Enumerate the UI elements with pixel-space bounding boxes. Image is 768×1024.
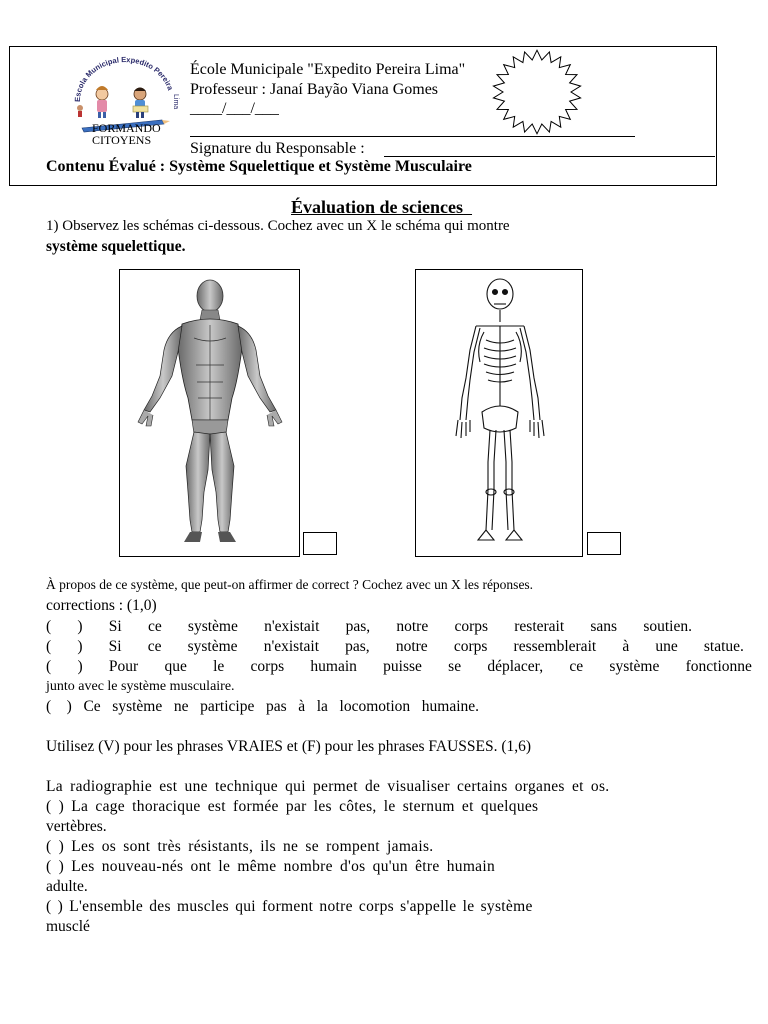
checkbox-skeleton[interactable] [587,532,621,555]
option-word: ressemblerait [513,638,597,655]
option-word: corps [454,618,489,635]
option-word: déplacer, [487,658,544,675]
q2-intro: À propos de ce système, que peut-on affirmer de correct ? Cochez avec un X les réponses. [46,577,534,592]
skeleton-figure [416,270,582,556]
option-word: se [448,658,462,675]
signature-field[interactable] [384,156,715,157]
option-word: ( [46,638,52,655]
checkbox-muscular[interactable] [303,532,337,555]
option-word: ce [569,658,584,675]
option-word: système [609,658,660,675]
option-word: ) [77,638,83,655]
logo-arc-text: Escola Municipal Expedito Pereira [72,55,176,103]
option-word: système [187,618,238,635]
option-word: le [213,658,225,675]
logo-motto-line1: FORMANDO [92,121,161,135]
option-word: humain [310,658,357,675]
q3-statement-intro: La radiographie est une technique qui permet de visualiser certains organes et os. [46,778,610,795]
q3-intro: Utilisez (V) pour les phrases VRAIES et (F) pour les phrases FAUSSES. (1,6) [46,738,532,755]
option-word: notre [396,618,429,635]
date-field[interactable]: ____/___/___ [190,100,279,117]
q2-option-3[interactable] [46,658,752,676]
logo-side-text: Lima [172,94,179,110]
q1-instruction: 1) Observez les schémas ci-dessous. Cochez avec un X le schéma qui montre [46,218,510,234]
option-word: que [164,658,187,675]
option-word: Si [108,618,122,635]
option-word: ce [147,638,162,655]
option-word: ) [77,618,83,635]
logo-motto-line2: CITOYENS [92,133,152,147]
option-word: ) [77,658,83,675]
option-word: ( [46,618,52,635]
q1-instruction-bold: système squelettique. [46,238,186,255]
q3-item-3-continuation: adulte. [46,878,88,895]
option-word: ( [46,658,52,675]
option-word: une [655,638,678,655]
option-word: statue. [703,638,744,655]
skeleton-figure-frame [415,269,583,557]
muscular-figure-frame [119,269,300,557]
q2-option-2[interactable] [46,638,744,656]
option-word: soutien. [643,618,692,635]
option-word: n'existait [264,618,320,635]
q3-item-4-continuation: musclé [46,918,90,935]
q3-item-2[interactable]: ( ) Les os sont très résistants, ils ne se rompent jamais. [46,838,434,855]
option-word: pas, [345,618,371,635]
option-word: corps [453,638,488,655]
school-logo [62,50,190,150]
option-word: pas, [345,638,370,655]
stamp-area [480,46,594,138]
option-word: fonctionne [685,658,752,675]
page-title: Évaluation de sciences [291,197,464,217]
svg-text:Escola Municipal Expedito Pere [73,55,175,102]
muscular-figure [120,270,299,556]
option-word: Si [108,638,122,655]
teacher-name: Professeur : Janaí Bayão Viana Gomes [190,81,439,98]
option-word: système [187,638,238,655]
q2-option-1[interactable] [46,618,692,636]
option-word: à [622,638,630,655]
q3-item-1-continuation: vertèbres. [46,818,107,835]
q2-option-4[interactable]: ( ) Ce système ne participe pas à la locomotion humaine. [46,698,480,715]
option-word: ce [147,618,162,635]
option-word: Pour [108,658,139,675]
content-evaluated: Contenu Évalué : Système Squelettique et Système Musculaire [46,158,472,175]
option-word: resterait [514,618,565,635]
q2-points: corrections : (1,0) [46,597,157,614]
q2-option-3-continuation: junto avec le système musculaire. [46,679,235,694]
q3-item-1[interactable]: ( ) La cage thoracique est formée par les côtes, le sternum et quelques [46,798,539,815]
school-name: École Municipale "Expedito Pereira Lima" [190,61,466,78]
option-word: sans [590,618,618,635]
option-word: corps [250,658,285,675]
option-word: n'existait [263,638,319,655]
q3-item-3[interactable]: ( ) Les nouveau-nés ont le même nombre d'os qu'un être humain [46,858,496,875]
q3-item-4[interactable]: ( ) L'ensemble des muscles qui forment notre corps s'appelle le système [46,898,533,915]
option-word: puisse [383,658,422,675]
option-word: notre [395,638,428,655]
signature-label: Signature du Responsable : [190,140,365,157]
signature-line-upper [190,136,635,137]
